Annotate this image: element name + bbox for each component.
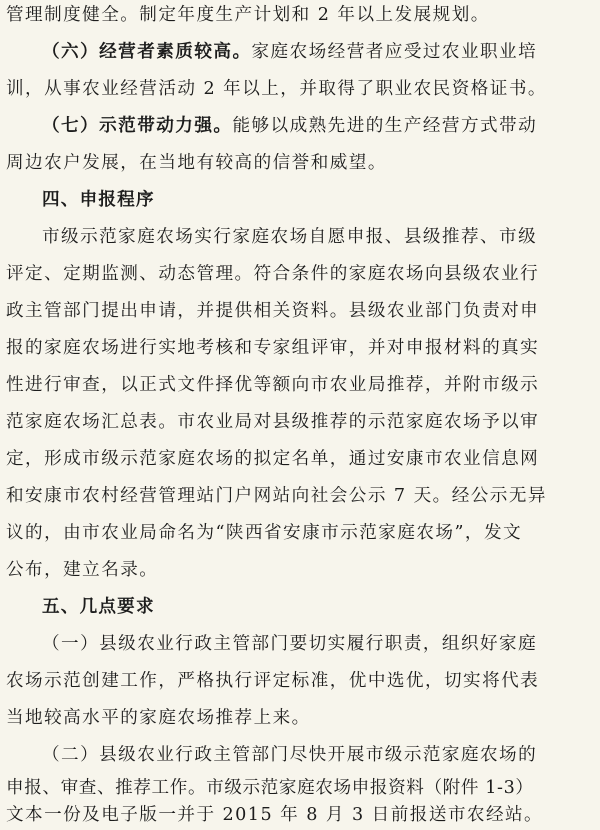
text-line xyxy=(6,703,311,733)
text-span: 申报、审查、推荐工作。市级示范家庭农场申报资料（附件 1-3） xyxy=(6,778,534,798)
text-line xyxy=(42,222,537,252)
text-span: 能够以成熟先进的生产经营方式带动 xyxy=(232,116,538,136)
text-line xyxy=(6,370,539,400)
heading-span: 五、几点要求 xyxy=(42,596,155,617)
text-line xyxy=(42,111,537,141)
text-line xyxy=(6,407,539,437)
text-line xyxy=(6,800,543,830)
text-line xyxy=(6,296,539,326)
text-span: 当地较高水平的家庭农场推荐上来。 xyxy=(6,708,311,728)
text-span: 周边农户发展，在当地有较高的信誉和威望。 xyxy=(6,153,387,173)
text-line xyxy=(6,148,387,178)
subheading-span: （六）经营者素质较高。 xyxy=(42,41,252,62)
text-line xyxy=(6,518,522,548)
text-line xyxy=(6,444,539,474)
text-span: 农场示范创建工作，严格执行评定标准，优中选优，切实将代表 xyxy=(6,671,540,691)
text-span: 市级示范家庭农场实行家庭农场自愿申报、县级推荐、市级 xyxy=(42,227,538,247)
text-line xyxy=(6,773,534,803)
text-span: 议的，由市农业局命名为“陕西省安康市示范家庭农场”，发文 xyxy=(6,523,523,543)
section-heading xyxy=(42,592,155,622)
text-span: 评定、定期监测、动态管理。符合条件的家庭农场向县级农业行 xyxy=(6,264,540,284)
text-line xyxy=(6,666,539,696)
text-span: （二）县级农业行政主管部门尽快开展市级示范家庭农场的 xyxy=(42,745,538,765)
text-line xyxy=(6,555,158,585)
text-line xyxy=(6,481,547,511)
text-line xyxy=(42,629,537,659)
section-heading xyxy=(42,185,155,215)
text-span: 范家庭农场汇总表。市农业局对县级推荐的示范家庭农场予以审 xyxy=(6,412,540,432)
text-line xyxy=(6,74,547,104)
subheading-span: （七）示范带动力强。 xyxy=(42,115,233,136)
text-line xyxy=(42,37,537,67)
text-line xyxy=(6,333,539,363)
text-span: 性进行审查，以正式文件择优等额向市农业局推荐，并附市级示 xyxy=(6,375,540,395)
text-line xyxy=(42,740,537,770)
text-span: 公布，建立名录。 xyxy=(6,560,159,580)
text-line xyxy=(6,259,539,289)
text-span: 训，从事农业经营活动 2 年以上，并取得了职业农民资格证书。 xyxy=(6,79,547,99)
text-span: 政主管部门提出申请，并提供相关资料。县级农业部门负责对申 xyxy=(6,301,540,321)
text-span: 家庭农场经营者应受过农业职业培 xyxy=(251,42,538,62)
text-span: 文本一份及电子版一并于 2015 年 8 月 3 日前报送市农经站。 xyxy=(6,805,544,825)
heading-span: 四、申报程序 xyxy=(42,189,155,210)
text-span: 报的家庭农场进行实地考核和专家组评审，并对申报材料的真实 xyxy=(6,338,540,358)
text-span: 和安康市农村经营管理站门户网站向社会公示 7 天。经公示无异 xyxy=(6,486,547,506)
text-span: 管理制度健全。制定年度生产计划和 2 年以上发展规划。 xyxy=(6,5,490,25)
text-line xyxy=(6,0,490,30)
text-span: 定，形成市级示范家庭农场的拟定名单，通过安康市农业信息网 xyxy=(6,449,540,469)
text-span: （一）县级农业行政主管部门要切实履行职责，组织好家庭 xyxy=(42,634,538,654)
